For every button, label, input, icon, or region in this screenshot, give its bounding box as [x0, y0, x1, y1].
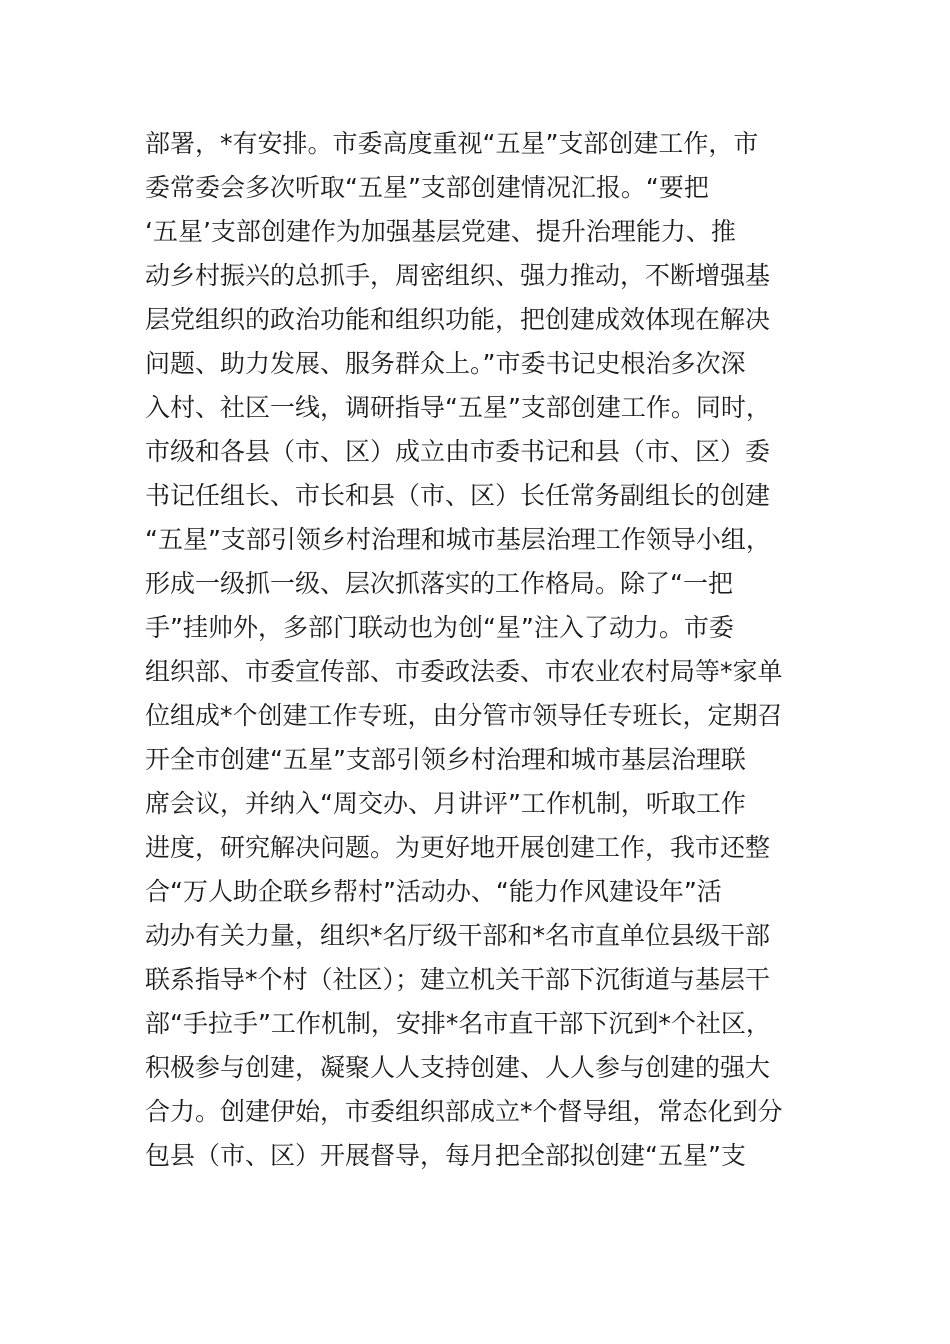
text-line-19: 动办有关力量，组织*名厅级干部和*名市直单位县级干部 [145, 921, 771, 950]
text-line-20: 联系指导*个村（社区）；建立机关干部下沉街道与基层干 [145, 965, 771, 994]
text-line-22: 积极参与创建，凝聚人人支持创建、人人参与创建的强大 [145, 1053, 771, 1082]
text-line-15: 开全市创建“五星”支部引领乡村治理和城市基层治理联 [145, 745, 746, 774]
text-line-3: ‘五星’支部创建作为加强基层党建、提升治理能力、推 [145, 217, 736, 246]
text-line-7: 入村、社区一线，调研指导“五星”支部创建工作。同时， [145, 393, 771, 422]
text-line-12: 手”挂帅外，多部门联动也为创“星”注入了动力。市委 [145, 613, 734, 642]
text-line-8: 市级和各县（市、区）成立由市委书记和县（市、区）委 [145, 437, 771, 466]
body-text [145, 122, 810, 1178]
text-line-5: 层党组织的政治功能和组织功能，把创建成效体现在解决 [145, 305, 771, 334]
text-line-6: 问题、助力发展、服务群众上。”市委书记史根治多次深 [145, 349, 746, 378]
text-line-18: 合“万人助企联乡帮村”活动办、“能力作风建设年”活 [145, 877, 722, 906]
text-line-4: 动乡村振兴的总抓手，周密组织、强力推动，不断增强基 [145, 261, 771, 290]
text-line-24: 包县（市、区）开展督导，每月把全部拟创建“五星”支 [145, 1141, 746, 1170]
text-line-21: 部“手拉手”工作机制，安排*名市直干部下沉到*个社区， [145, 1009, 771, 1038]
text-line-23: 合力。创建伊始，市委组织部成立*个督导组，常态化到分 [145, 1097, 783, 1126]
text-line-17: 进度，研究解决问题。为更好地开展创建工作，我市还整 [145, 833, 771, 862]
text-line-2: 委常委会多次听取“五星”支部创建情况汇报。“要把 [145, 173, 709, 202]
text-line-9: 书记任组长、市长和县（市、区）长任常务副组长的创建 [145, 481, 771, 510]
text-line-16: 席会议，并纳入“周交办、月讲评”工作机制，听取工作 [145, 789, 746, 818]
text-line-13: 组织部、市委宣传部、市委政法委、市农业农村局等*家单 [145, 657, 783, 686]
text-line-10: “五星”支部引领乡村治理和城市基层治理工作领导小组， [145, 525, 771, 554]
text-line-11: 形成一级抓一级、层次抓落实的工作格局。除了“一把 [145, 569, 733, 598]
text-line-14: 位组成*个创建工作专班，由分管市领导任专班长，定期召 [145, 701, 783, 730]
text-line-1: 部署，*有安排。市委高度重视“五星”支部创建工作，市 [145, 129, 759, 158]
